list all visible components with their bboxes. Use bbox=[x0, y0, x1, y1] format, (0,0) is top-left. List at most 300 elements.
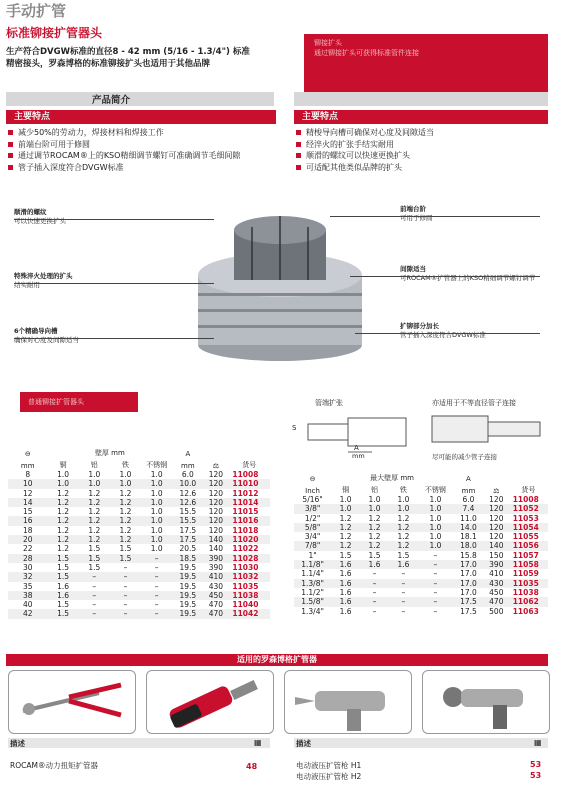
table-cell: 1.0 bbox=[429, 532, 442, 542]
promo-line-2: 通过铆接扩头可获得标准管件连接 bbox=[314, 49, 419, 57]
table-cell: 7.4 bbox=[453, 504, 484, 513]
table-cell: 1.2 bbox=[110, 516, 141, 525]
table-cell: 1.0 bbox=[418, 541, 453, 550]
table-cell: – bbox=[154, 581, 159, 591]
table-cell: 1.2 bbox=[110, 498, 141, 507]
table-cell: 28 bbox=[8, 554, 48, 563]
table-cell: 1.2 bbox=[331, 523, 360, 532]
table-cell: 1.0 bbox=[360, 504, 389, 513]
item-code: 11008 bbox=[512, 495, 539, 504]
table-cell: – bbox=[433, 550, 438, 560]
table-row bbox=[294, 504, 548, 513]
table-cell: 1.2 bbox=[119, 525, 132, 535]
callout-text: 结实耐用 bbox=[14, 281, 40, 289]
table-cell: 1.6 bbox=[331, 579, 360, 588]
table-cell: 1.2 bbox=[57, 488, 70, 498]
diagram-right-title: 亦适用于不等直径管子连接 bbox=[432, 399, 516, 407]
table-cell: 22 bbox=[22, 544, 33, 554]
table-row bbox=[294, 532, 548, 541]
tools-bar: 适用的罗森博格扩管器 bbox=[6, 654, 548, 666]
item-code: 11008 bbox=[232, 470, 259, 479]
table-cell: 17.5 bbox=[460, 606, 477, 616]
table-cell: 17.0 bbox=[460, 569, 477, 579]
mat-stainless: 不锈钢 bbox=[424, 486, 446, 494]
table-cell: – bbox=[141, 572, 172, 581]
table-cell: 1.6 bbox=[389, 560, 418, 569]
table-cell: 1.0 bbox=[57, 470, 70, 479]
desc-line-1: 生产符合DVGW标准的直径8 - 42 mm (5/16 - 1.3/4") 标准 bbox=[6, 47, 250, 57]
item-code: 11057 bbox=[512, 550, 539, 560]
table-cell: 1.2 bbox=[48, 535, 79, 544]
dim-s: S bbox=[292, 424, 297, 432]
table-cell: – bbox=[92, 600, 97, 610]
left-spec-table bbox=[8, 446, 270, 619]
table-cell: 7/8" bbox=[294, 541, 331, 550]
product-intro-title: 产品简介 bbox=[92, 95, 131, 106]
callout-text: 可以快速更换扩头 bbox=[14, 217, 66, 225]
item-code: 11058 bbox=[509, 560, 548, 569]
item-code: 11052 bbox=[509, 504, 548, 513]
promo-box bbox=[304, 34, 548, 96]
item-code: 11035 bbox=[509, 579, 548, 588]
table-cell: – bbox=[110, 572, 141, 581]
table-cell: – bbox=[141, 591, 172, 600]
table-cell: – bbox=[141, 609, 172, 618]
table-cell: 500 bbox=[489, 606, 504, 616]
table-cell: 450 bbox=[203, 591, 228, 600]
table-cell: 1.5 bbox=[110, 554, 141, 563]
item-code: 11014 bbox=[228, 498, 270, 507]
table-cell: 1.2 bbox=[339, 513, 352, 523]
a-unit: mm bbox=[461, 487, 476, 495]
table-cell: 18.0 bbox=[453, 541, 484, 550]
callout-front-step bbox=[400, 205, 540, 223]
mat-aluminum: 铝 bbox=[90, 461, 98, 469]
callout-line bbox=[14, 338, 214, 339]
table-cell: 390 bbox=[203, 554, 228, 563]
table-cell: – bbox=[418, 560, 453, 569]
table-cell: 15.8 bbox=[460, 550, 477, 560]
table-cell: – bbox=[123, 562, 128, 572]
footer-right-item-h1[interactable] bbox=[296, 760, 361, 771]
table-cell: 1.0 bbox=[331, 504, 360, 513]
table-cell: 1.6 bbox=[339, 569, 352, 579]
table-cell: 1.1/8" bbox=[294, 560, 331, 569]
table-row bbox=[294, 523, 548, 532]
callout-title: 顺滑的螺纹 bbox=[14, 208, 47, 216]
table-cell: 1.2 bbox=[368, 532, 381, 542]
table-cell: – bbox=[154, 600, 159, 610]
callout-line bbox=[355, 333, 540, 334]
table-cell: – bbox=[433, 569, 438, 579]
table-cell: 1.2 bbox=[48, 516, 79, 525]
table-row bbox=[294, 495, 548, 504]
table-row bbox=[8, 526, 270, 535]
footer-right-header bbox=[294, 738, 548, 748]
item-code: 11020 bbox=[228, 535, 270, 544]
table-cell: 35 bbox=[22, 581, 33, 591]
table-cell: 120 bbox=[208, 488, 224, 498]
table-cell: 1.0 bbox=[418, 523, 453, 532]
callout-line bbox=[14, 219, 214, 220]
table-cell: 1.2 bbox=[389, 523, 418, 532]
item-code: 11063 bbox=[512, 606, 539, 616]
table-cell: 390 bbox=[208, 562, 224, 572]
item-code: 11028 bbox=[228, 554, 270, 563]
table-cell: – bbox=[433, 587, 438, 597]
table-row bbox=[8, 479, 270, 488]
table-cell: 1" bbox=[308, 550, 317, 560]
mat-iron: 铁 bbox=[121, 461, 129, 469]
table-cell: 430 bbox=[484, 579, 509, 588]
table-cell: 120 bbox=[489, 513, 504, 523]
item-code: 11054 bbox=[509, 523, 548, 532]
table-cell: 40 bbox=[22, 600, 33, 610]
callout-text: 确保对心度及间隙适当 bbox=[14, 336, 79, 344]
od-icon: ⊖ bbox=[24, 450, 31, 458]
item-code: 11035 bbox=[232, 581, 259, 591]
callout-extended bbox=[400, 322, 545, 340]
table-row bbox=[8, 609, 270, 618]
table-cell: – bbox=[401, 569, 406, 579]
table-row bbox=[8, 591, 270, 600]
table-row bbox=[8, 572, 270, 581]
table-cell: 1.0 bbox=[397, 495, 410, 504]
table-cell: – bbox=[372, 606, 377, 616]
mat-copper: 铜 bbox=[342, 486, 350, 494]
a-header: A bbox=[466, 475, 471, 483]
features-right-title: 主要特点 bbox=[294, 110, 548, 124]
table-cell: – bbox=[372, 587, 377, 597]
table-cell: 120 bbox=[489, 532, 504, 542]
table-cell: 1.0 bbox=[141, 498, 172, 507]
table-cell: 410 bbox=[489, 569, 504, 579]
table-cell: 1.2 bbox=[119, 488, 132, 498]
table-cell: 1.2 bbox=[79, 516, 110, 525]
table-row bbox=[8, 470, 270, 479]
table-cell: 1.2 bbox=[360, 523, 389, 532]
table-cell: 120 bbox=[208, 507, 224, 517]
table-cell: 18 bbox=[22, 525, 33, 535]
tool-card-h1[interactable] bbox=[284, 670, 412, 734]
table-cell: 19.5 bbox=[172, 572, 203, 581]
table-cell: 1.0 bbox=[368, 495, 381, 504]
table-row bbox=[8, 563, 270, 572]
table-cell: 1.2 bbox=[397, 513, 410, 523]
table-cell: 1.3/8" bbox=[294, 579, 331, 588]
hydraulic-gun-h1-icon bbox=[285, 671, 411, 733]
wall-header: 最大壁厚 mm bbox=[370, 474, 414, 482]
table-cell: 30 bbox=[22, 562, 33, 572]
table-row bbox=[8, 489, 270, 498]
table-row bbox=[294, 579, 548, 588]
table-cell: 470 bbox=[484, 597, 509, 606]
feature-item: 经淬火的扩张手结实耐用 bbox=[294, 139, 548, 151]
table-cell: 1.2 bbox=[88, 525, 101, 535]
item-code: 11030 bbox=[232, 562, 259, 572]
table-cell: – bbox=[372, 569, 377, 579]
table-cell: – bbox=[154, 562, 159, 572]
table-row bbox=[294, 607, 548, 616]
table-cell: 1.2 bbox=[79, 498, 110, 507]
table-cell: 1.2 bbox=[389, 541, 418, 550]
feature-item: 通过调节ROCAM®上的KSO精细调节螺钉可准确调节毛细间隙 bbox=[6, 150, 276, 162]
table-cell: 17.5 bbox=[172, 535, 203, 544]
mat-stainless: 不锈钢 bbox=[146, 461, 168, 469]
table-cell: 5/16" bbox=[302, 495, 323, 504]
footer-right-page-h1[interactable]: 53 bbox=[530, 760, 542, 769]
table-cell: 3/4" bbox=[304, 532, 321, 542]
table-cell: 120 bbox=[203, 498, 228, 507]
table-cell: 1.5 bbox=[48, 572, 79, 581]
callout-line bbox=[14, 283, 214, 284]
tool-card-h2[interactable] bbox=[422, 670, 550, 734]
table-cell: – bbox=[79, 591, 110, 600]
table-cell: 15.5 bbox=[179, 507, 197, 517]
table-cell: 1.6 bbox=[339, 606, 352, 616]
table-cell: – bbox=[418, 579, 453, 588]
product-intro-header bbox=[6, 92, 274, 106]
table-cell: 120 bbox=[203, 479, 228, 488]
callout-title: 前端台阶 bbox=[400, 205, 426, 213]
groove-2 bbox=[198, 309, 362, 312]
table-cell: 120 bbox=[208, 525, 224, 535]
table-cell: 1.1/2" bbox=[301, 587, 324, 597]
table-cell: 1.5 bbox=[397, 550, 410, 560]
table-cell: 17.5 bbox=[453, 597, 484, 606]
diagram-left-title: 管端扩张 bbox=[315, 399, 343, 407]
item-code: 11015 bbox=[232, 507, 259, 517]
feature-item: 可适配其他类似品牌的扩头 bbox=[294, 162, 548, 174]
table-cell: 120 bbox=[484, 523, 509, 532]
table-cell: 1/2" bbox=[304, 513, 321, 523]
expander-head-image bbox=[190, 205, 370, 365]
table-cell: 1.0 bbox=[119, 470, 132, 479]
table-row bbox=[294, 588, 548, 597]
table-cell: 10.0 bbox=[172, 479, 203, 488]
callout-gap bbox=[400, 265, 545, 283]
callout-title: 扩铆部分加长 bbox=[400, 322, 439, 330]
rocam-power-expander-icon bbox=[147, 671, 273, 733]
dim-a-unit: mm bbox=[352, 452, 365, 460]
item-code: 11016 bbox=[228, 516, 270, 525]
manual-expander-icon bbox=[9, 671, 135, 733]
feature-item: 减少50%的劳动力，焊接材料和焊接工作 bbox=[6, 127, 276, 139]
feature-item: 顺滑的螺纹可以快速更换扩头 bbox=[294, 150, 548, 162]
table-cell: 1.5 bbox=[79, 554, 110, 563]
right-spec-table bbox=[294, 472, 548, 616]
callout-line bbox=[350, 276, 540, 277]
table-cell: – bbox=[389, 579, 418, 588]
item-code: 11053 bbox=[512, 513, 539, 523]
table-cell: 1.6 bbox=[331, 597, 360, 606]
table-cell: 450 bbox=[489, 587, 504, 597]
item-code: 11018 bbox=[232, 525, 259, 535]
table-cell: 1.3/4" bbox=[301, 606, 324, 616]
table-cell: 18.5 bbox=[172, 554, 203, 563]
table-cell: 1.5 bbox=[57, 562, 70, 572]
table-cell: 140 bbox=[484, 541, 509, 550]
table-row bbox=[8, 600, 270, 609]
table-cell: 1.6 bbox=[339, 587, 352, 597]
table-cell: 140 bbox=[203, 535, 228, 544]
table-cell: 120 bbox=[208, 470, 224, 479]
tool-card-rocam[interactable] bbox=[146, 670, 274, 734]
callout-text: 可用于修圆 bbox=[400, 214, 433, 222]
code-header: 货号 bbox=[242, 461, 257, 469]
table-cell: 17.0 bbox=[460, 587, 477, 597]
header-description bbox=[6, 46, 296, 70]
feature-item: 精梭导向槽可确保对心度及间隙适当 bbox=[294, 127, 548, 139]
footer-left-desc-label: 描述 bbox=[10, 739, 25, 748]
table-cell: 1.0 bbox=[418, 504, 453, 513]
table-cell: 140 bbox=[208, 544, 224, 554]
table-cell: 470 bbox=[203, 609, 228, 618]
feature-item: 管子插入深度符合DVGW标准 bbox=[6, 162, 276, 174]
table-cell: 1.5 bbox=[88, 544, 101, 554]
table-cell: 1.0 bbox=[141, 535, 172, 544]
a-unit: mm bbox=[181, 462, 195, 470]
callout-thread bbox=[14, 208, 134, 226]
item-code: 11038 bbox=[512, 587, 539, 597]
feature-item: 前端台阶可用于修圆 bbox=[6, 139, 276, 151]
table-cell: 38 bbox=[8, 591, 48, 600]
footer-left-item[interactable]: ROCAM®动力扭矩扩管器 bbox=[10, 761, 98, 770]
table-cell: 1.5 bbox=[88, 562, 101, 572]
table-cell: 1.0 bbox=[150, 544, 163, 554]
table-cell: 1.1/4" bbox=[301, 569, 324, 579]
od-unit: Inch bbox=[305, 487, 320, 495]
table-cell: – bbox=[79, 572, 110, 581]
table-cell: 16 bbox=[8, 516, 48, 525]
table-cell: 1.2 bbox=[57, 544, 70, 554]
item-code: 11042 bbox=[228, 609, 270, 618]
table-cell: 1.0 bbox=[141, 516, 172, 525]
table-cell: 1.2 bbox=[339, 532, 352, 542]
table-cell: 6.0 bbox=[462, 495, 475, 504]
tool-card-manual[interactable] bbox=[8, 670, 136, 734]
product-intro-header-right bbox=[294, 92, 548, 106]
table-cell: 1.6 bbox=[360, 560, 389, 569]
top-title: 手动扩管 bbox=[6, 2, 67, 20]
table-cell: 12.6 bbox=[172, 498, 203, 507]
table-cell: 14.0 bbox=[453, 523, 484, 532]
table-cell: 1.0 bbox=[150, 507, 163, 517]
table-cell: 10 bbox=[8, 479, 48, 488]
table-row bbox=[8, 507, 270, 516]
unequal-pipe-diagram bbox=[428, 408, 548, 452]
table-cell: 32 bbox=[8, 572, 48, 581]
table-cell: 6.0 bbox=[181, 470, 194, 479]
desc-line-2: 精密接头，罗森博格的标准铆接扩头也适用于其他品牌 bbox=[6, 59, 211, 69]
table-cell: 17.0 bbox=[453, 579, 484, 588]
table-cell: 1.6 bbox=[57, 581, 70, 591]
table-cell: 430 bbox=[208, 581, 224, 591]
table-cell: – bbox=[360, 597, 389, 606]
item-name: 电动液压扩管枪 bbox=[296, 761, 349, 770]
weight-icon: ⚖ bbox=[212, 462, 220, 470]
item-model: H2 bbox=[350, 772, 362, 781]
table-cell: 20 bbox=[8, 535, 48, 544]
table-cell: – bbox=[123, 581, 128, 591]
table-row bbox=[8, 544, 270, 553]
footer-left-grid-icon: ▦ bbox=[254, 738, 262, 747]
table-cell: – bbox=[92, 581, 97, 591]
item-code: 11056 bbox=[509, 541, 548, 550]
table-cell: – bbox=[360, 579, 389, 588]
table-cell: 1.6 bbox=[48, 591, 79, 600]
item-code: 11038 bbox=[228, 591, 270, 600]
table-cell: 1.2 bbox=[88, 507, 101, 517]
callout-line bbox=[330, 216, 540, 217]
table-cell: – bbox=[433, 606, 438, 616]
table-cell: 150 bbox=[489, 550, 504, 560]
table-cell: 1.0 bbox=[48, 479, 79, 488]
item-code: 11062 bbox=[509, 597, 548, 606]
table-row bbox=[8, 582, 270, 591]
table-cell: 1.0 bbox=[79, 479, 110, 488]
table-cell: 12.6 bbox=[179, 488, 197, 498]
od-unit: mm bbox=[20, 462, 35, 470]
table-cell: 8 bbox=[25, 470, 31, 479]
table-row bbox=[294, 560, 548, 569]
standard-head-label: 普通铆接扩管器头 bbox=[20, 392, 138, 412]
page-title: 标准铆接扩管器头 bbox=[6, 26, 103, 40]
table-cell: – bbox=[418, 597, 453, 606]
callout-title: 6个精确导向槽 bbox=[14, 327, 58, 335]
table-cell: 120 bbox=[489, 495, 504, 504]
table-cell: 11.0 bbox=[460, 513, 477, 523]
table-cell: 410 bbox=[203, 572, 228, 581]
table-cell: 1.2 bbox=[331, 541, 360, 550]
table-cell: 1.2 bbox=[360, 541, 389, 550]
mat-copper: 铜 bbox=[59, 461, 67, 469]
hydraulic-gun-h2-icon bbox=[423, 671, 549, 733]
table-cell: 1.0 bbox=[150, 525, 163, 535]
footer-left-page[interactable]: 48 bbox=[246, 762, 258, 771]
table-cell: 1.2 bbox=[88, 488, 101, 498]
footer-right-page-h2[interactable]: 53 bbox=[530, 771, 542, 780]
item-name: 电动液压扩管枪 bbox=[296, 772, 349, 781]
table-cell: 17.0 bbox=[453, 560, 484, 569]
item-code: 11040 bbox=[232, 600, 259, 610]
table-cell: 42 bbox=[8, 609, 48, 618]
mat-iron: 铁 bbox=[399, 486, 407, 494]
features-right-list bbox=[294, 127, 548, 173]
item-code: 11010 bbox=[228, 479, 270, 488]
table-row bbox=[294, 597, 548, 606]
table-row bbox=[8, 554, 270, 563]
table-cell: 19.5 bbox=[172, 609, 203, 618]
table-cell: – bbox=[389, 597, 418, 606]
table-cell: 1.0 bbox=[389, 504, 418, 513]
a-header: A bbox=[185, 450, 191, 458]
table-cell: 1.2 bbox=[57, 507, 70, 517]
table-cell: 12 bbox=[22, 488, 33, 498]
promo-line-1: 铆接扩头 bbox=[314, 39, 342, 47]
table-cell: 1.2 bbox=[48, 498, 79, 507]
table-cell: 3/8" bbox=[294, 504, 331, 513]
table-row bbox=[8, 516, 270, 525]
table-cell: 1.0 bbox=[429, 495, 442, 504]
table-cell: 1.5 bbox=[368, 550, 381, 560]
table-cell: 1.0 bbox=[88, 470, 101, 479]
item-code: 11022 bbox=[232, 544, 259, 554]
table-cell: 1.2 bbox=[110, 535, 141, 544]
table-cell: 18.1 bbox=[460, 532, 477, 542]
footer-right-item-h2[interactable] bbox=[296, 771, 361, 782]
table-cell: – bbox=[110, 591, 141, 600]
